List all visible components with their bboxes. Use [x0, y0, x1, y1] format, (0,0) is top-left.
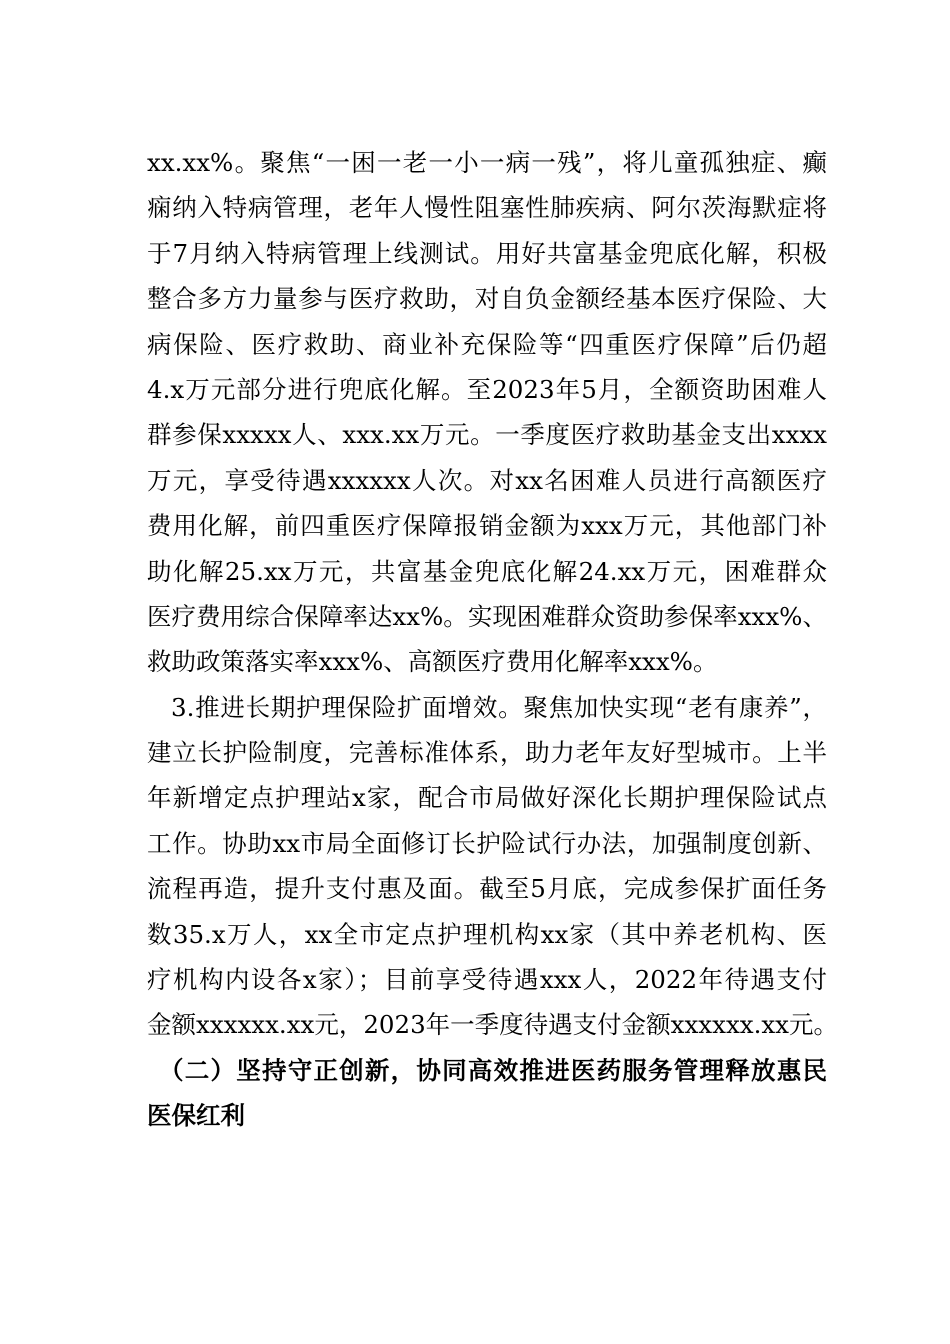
paragraph-line: 整合多方力量参与医疗救助，对自负金额经基本医疗保险、大: [147, 284, 827, 314]
heading-line: （二）坚持守正创新，协同高效推进医药服务管理释放惠民: [159, 1055, 827, 1085]
paragraph-line: 于7月纳入特病管理上线测试。用好共富基金兜底化解，积极: [147, 238, 827, 268]
paragraph-line: 疗机构内设各x家）；目前享受待遇xxx人，2022年待遇支付: [147, 965, 827, 995]
section-heading: [147, 1048, 827, 1139]
paragraph-line: 流程再造，提升支付惠及面。截至5月底，完成参保扩面任务: [147, 874, 827, 904]
paragraph-line: 建立长护险制度，完善标准体系，助力老年友好型城市。上半: [147, 738, 827, 768]
paragraph-line: 费用化解，前四重医疗保障报销金额为xxx万元，其他部门补: [147, 511, 827, 541]
paragraph-line: 医疗费用综合保障率达xx%。实现困难群众资助参保率xxx%、: [147, 601, 827, 631]
paragraph-line: 万元，享受待遇xxxxxx人次。对xx名困难人员进行高额医疗: [147, 465, 827, 495]
paragraph-long-term-care: [147, 685, 838, 1048]
paragraph-line: 群参保xxxxx人、xxx.xx万元。一季度医疗救助基金支出xxxx: [147, 420, 827, 450]
paragraph-line: 病保险、医疗救助、商业补充保险等“四重医疗保障”后仍超: [147, 329, 827, 359]
paragraph-line: 痫纳入特病管理，老年人慢性阻塞性肺疾病、阿尔茨海默症将: [147, 193, 827, 223]
paragraph-line: 工作。协助xx市局全面修订长护险试行办法，加强制度创新、: [147, 828, 827, 858]
paragraph-line: 金额xxxxxx.xx元，2023年一季度待遇支付金额xxxxxx.xx元。: [147, 1010, 838, 1040]
paragraph-line: 4.x万元部分进行兜底化解。至2023年5月，全额资助困难人: [147, 374, 827, 404]
paragraph-line: 3.推进长期护理保险扩面增效。聚焦加快实现“老有康养”，: [171, 692, 827, 722]
paragraph-line: xx.xx%。聚焦“一困一老一小一病一残”，将儿童孤独症、癫: [147, 148, 827, 177]
paragraph-line: 数35.x万人，xx全市定点护理机构xx家（其中养老机构、医: [147, 919, 827, 949]
paragraph-line: 年新增定点护理站x家，配合市局做好深化长期护理保险试点: [147, 783, 827, 813]
paragraph-medical-assistance: [147, 140, 827, 685]
paragraph-line: 救助政策落实率xxx%、高额医疗费用化解率xxx%。: [147, 647, 718, 677]
document-body: [147, 140, 838, 1139]
heading-line: 医保红利: [147, 1101, 245, 1131]
paragraph-line: 助化解25.xx万元，共富基金兜底化解24.xx万元，困难群众: [147, 556, 827, 586]
